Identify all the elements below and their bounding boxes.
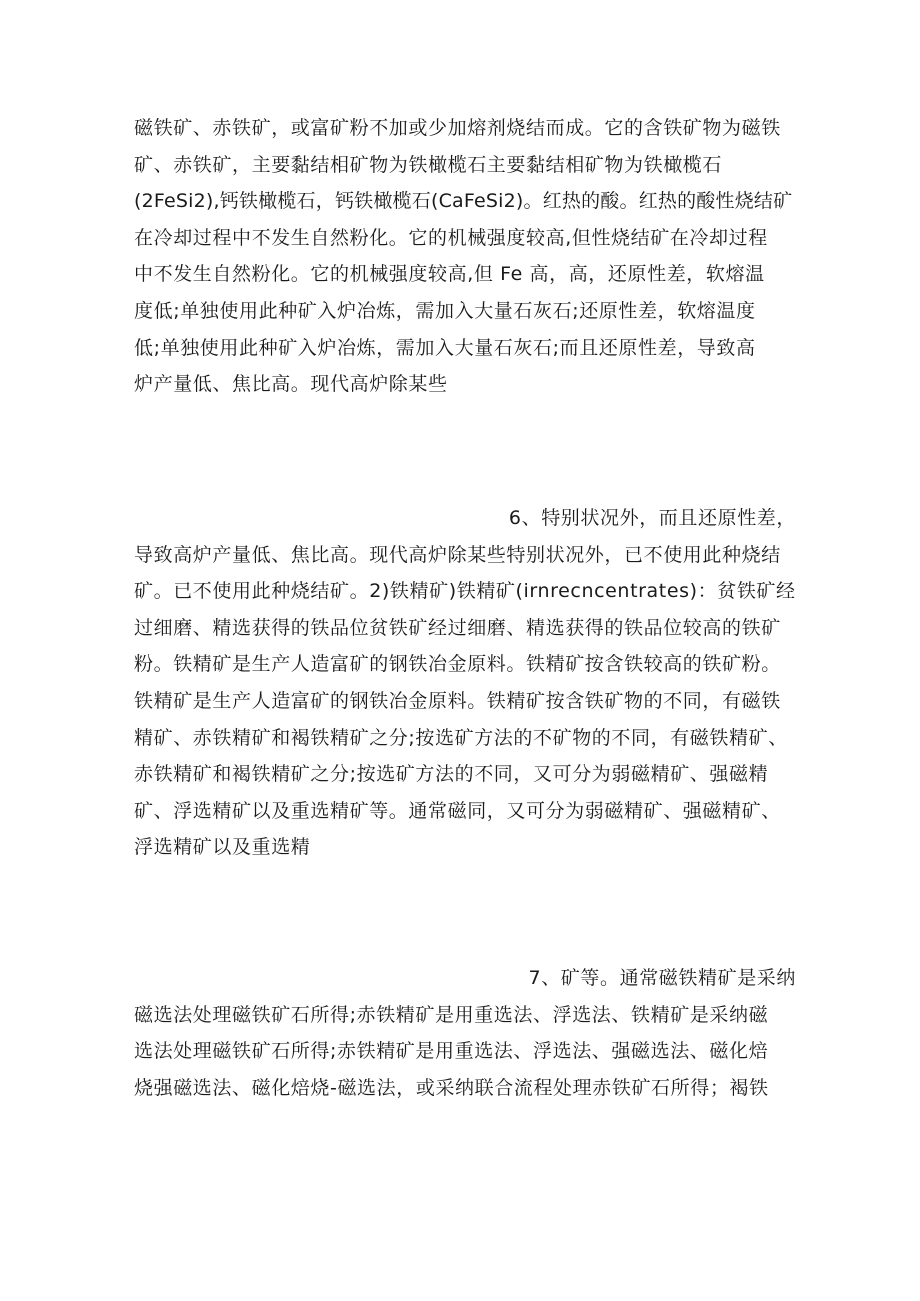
paragraph-2	[134, 500, 796, 866]
text-line: 矿、浮选精矿以及重选精矿等。通常磁同，又可分为弱磁精矿、强磁精矿、	[134, 799, 781, 822]
text-line: 粉。铁精矿是生产人造富矿的钢铁冶金原料。铁精矿按含铁较高的铁矿粉。	[134, 653, 781, 676]
text-line: 在冷却过程中不发生自然粉化。它的机械强度较高,但性烧结矿在冷却过程	[134, 226, 768, 249]
text-line: 导致高炉产量低、焦比高。现代高炉除某些特别状况外，已不使用此种烧结	[134, 543, 781, 566]
text-line: 矿。已不使用此种烧结矿。2)铁精矿)铁精矿(irnrecncentrates)：贫铁矿经	[134, 580, 796, 603]
paragraph-3	[134, 960, 796, 1106]
text-line: 矿、赤铁矿，主要黏结相矿物为铁橄榄石主要黏结相矿物为铁橄榄石	[134, 153, 723, 176]
text-line: 铁精矿是生产人造富矿的钢铁冶金原料。铁精矿按含铁矿物的不同，有磁铁	[134, 689, 781, 712]
text-line: 浮选精矿以及重选精	[134, 836, 311, 859]
text-line: 低;单独使用此种矿入炉冶炼，需加入大量石灰石;而且还原性差，导致高	[134, 336, 756, 359]
text-line: 磁选法处理磁铁矿石所得;赤铁精矿是用重选法、浮选法、铁精矿是采纳磁	[134, 1003, 769, 1026]
text-line: 过细磨、精选获得的铁品位贫铁矿经过细磨、精选获得的铁品位较高的铁矿	[134, 616, 781, 639]
text-line: 炉产量低、焦比高。现代高炉除某些	[134, 373, 448, 396]
text-line: 烧强磁选法、磁化焙烧-磁选法，或采纳联合流程处理赤铁矿石所得；褐铁	[134, 1076, 769, 1099]
text-line: 赤铁精矿和褐铁精矿之分;按选矿方法的不同，又可分为弱磁精矿、强磁精	[134, 763, 769, 786]
text-line: 精矿、赤铁精矿和褐铁精矿之分;按选矿方法的不矿物的不同，有磁铁精矿、	[134, 726, 788, 749]
text-line: 磁铁矿、赤铁矿，或富矿粉不加或少加熔剂烧结而成。它的含铁矿物为磁铁	[134, 117, 781, 139]
paragraph-1	[134, 110, 796, 403]
text-line: 度低;单独使用此种矿入炉冶炼，需加入大量石灰石;还原性差，软熔温度	[134, 299, 756, 322]
text-line: (2FeSi2),钙铁橄榄石，钙铁橄榄石(CaFeSi2)。红热的酸。红热的酸性烧结矿	[134, 190, 793, 213]
text-line: 选法处理磁铁矿石所得;赤铁精矿是用重选法、浮选法、强磁选法、磁化焙	[134, 1040, 769, 1063]
text-line: 6、特别状况外，而且还原性差，	[508, 507, 796, 529]
text-line: 中不发生自然粉化。它的机械强度较高,但 Fe 高，高，还原性差，软熔温	[134, 263, 765, 286]
text-line: 7、矿等。通常磁铁精矿是采纳	[528, 967, 796, 989]
